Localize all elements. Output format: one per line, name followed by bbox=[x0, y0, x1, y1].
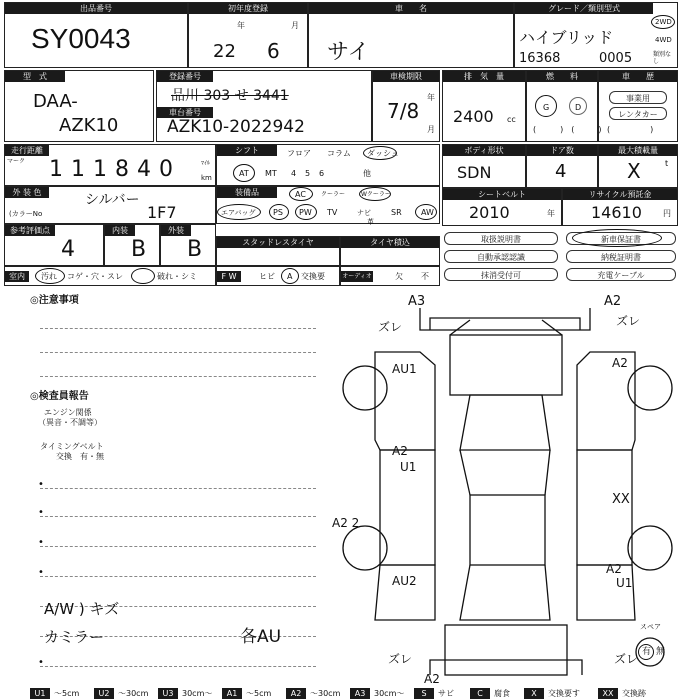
legend-value: 〜5cm bbox=[54, 689, 80, 698]
mileage-mark: マーク bbox=[7, 158, 26, 165]
ext-header: 外装 bbox=[161, 225, 191, 236]
fuel-g-circle bbox=[535, 95, 557, 117]
inspector-hw-1: A/W ) キズ bbox=[44, 600, 120, 618]
bullet: • bbox=[38, 657, 44, 668]
legend-value: サビ bbox=[438, 689, 454, 698]
interior-dirt-circle bbox=[35, 268, 65, 284]
fuel-paren: ( ) ( ) bbox=[533, 125, 602, 134]
engine-sub-label: （異音・不調等） bbox=[38, 418, 102, 427]
history-biz: 事業用 bbox=[609, 91, 667, 104]
dmg-au2: AU2 bbox=[392, 574, 417, 588]
notes-line-1 bbox=[40, 328, 316, 329]
fuel-cell bbox=[526, 70, 602, 142]
history-header: 車 歴 bbox=[599, 71, 677, 82]
seatbelt-value: 2010 bbox=[469, 203, 510, 222]
dmg-u1-b: U1 bbox=[616, 576, 633, 590]
doors-header: ドア数 bbox=[527, 145, 597, 156]
bullet: • bbox=[38, 567, 44, 578]
equip-airbag-circle bbox=[217, 204, 261, 220]
equip-leather: 革 bbox=[367, 218, 374, 226]
car-name-header: 車 名 bbox=[309, 3, 513, 14]
body-value: SDN bbox=[457, 163, 492, 182]
audio-row-label: オーディオ bbox=[342, 273, 372, 280]
year-label: 年 bbox=[237, 21, 245, 30]
lot-header: 出品番号 bbox=[5, 3, 187, 14]
model-cell bbox=[4, 70, 154, 142]
body-cell bbox=[442, 144, 526, 188]
fw-row bbox=[216, 266, 340, 286]
dmg-zure-br: ズレ bbox=[614, 652, 639, 666]
fuel-g: G bbox=[543, 103, 550, 112]
legend-key: U3 bbox=[158, 688, 178, 699]
exterior-header: 外 装 色 bbox=[5, 187, 49, 198]
car-name-value: サイ bbox=[327, 40, 370, 65]
inspector-line-2 bbox=[40, 516, 316, 517]
first-reg-month: 6 bbox=[267, 39, 280, 63]
legend-value: 〜30cm bbox=[118, 689, 149, 698]
history-paren: ( ) bbox=[607, 125, 654, 134]
legend-key: S bbox=[414, 688, 434, 699]
legend-bar bbox=[30, 688, 700, 700]
drive-2wd: 2WD bbox=[655, 18, 672, 26]
bullet: • bbox=[38, 537, 44, 548]
drive-2wd-circle bbox=[651, 15, 675, 29]
displacement-cell bbox=[442, 70, 526, 142]
doc-warranty-circle bbox=[572, 229, 662, 247]
inspection-month-label: 月 bbox=[427, 125, 435, 134]
legend-value: 〜30cm bbox=[310, 689, 341, 698]
shift-dash-circle bbox=[363, 146, 397, 160]
bullet: • bbox=[38, 479, 44, 490]
engine-label: エンジン関係 bbox=[44, 408, 92, 417]
studless-header: スタッドレスタイヤ bbox=[217, 237, 339, 248]
legend-value: 腐食 bbox=[494, 689, 510, 698]
first-reg-year: 22 bbox=[213, 41, 236, 62]
model-value-2: AZK10 bbox=[59, 115, 119, 136]
legend-key: U1 bbox=[30, 688, 50, 699]
dmg-zure-bl: ズレ bbox=[388, 652, 413, 666]
load-unit: t bbox=[665, 159, 669, 168]
month-label: 月 bbox=[291, 21, 299, 30]
car-name-cell bbox=[308, 2, 514, 68]
ext-value: B bbox=[187, 237, 203, 262]
audio-row bbox=[340, 266, 440, 286]
shift-other: 他 bbox=[363, 169, 371, 178]
inspector-line-7 bbox=[40, 666, 316, 667]
fw-a: A bbox=[287, 272, 293, 281]
history-rental: レンタカー bbox=[609, 107, 667, 120]
legend-key: A1 bbox=[222, 688, 242, 699]
inspector-header: ◎検査員報告 bbox=[30, 391, 89, 402]
equip-ac: AC bbox=[295, 190, 306, 199]
dmg-a2-bl: A2 bbox=[606, 562, 622, 576]
shift-5: 5 bbox=[305, 169, 311, 178]
audio-ng: 不 bbox=[421, 272, 429, 281]
inspector-hw-3: 各AU bbox=[240, 627, 282, 647]
legend-key: C bbox=[470, 688, 490, 699]
reg-no-header: 登録番号 bbox=[157, 71, 213, 82]
shift-dash: ダッシュ bbox=[367, 149, 399, 158]
doc-tax-cert: 納税証明書 bbox=[566, 250, 676, 263]
dmg-a3: A3 bbox=[408, 294, 426, 309]
type-none: 類別なし bbox=[653, 51, 672, 65]
fw-a-circle bbox=[281, 268, 299, 284]
reg-cell bbox=[156, 70, 372, 142]
equip-pw: PW bbox=[299, 208, 312, 217]
interior-row bbox=[4, 266, 216, 286]
equipment-cell bbox=[216, 186, 440, 224]
audio-missing: 欠 bbox=[395, 272, 403, 281]
first-reg-cell bbox=[188, 2, 308, 68]
legend-key: A2 bbox=[286, 688, 306, 699]
equip-nav: ナビ bbox=[357, 209, 371, 217]
int-cell bbox=[104, 224, 160, 266]
dmg-a2-l: A2 bbox=[392, 444, 408, 458]
equip-aw-circle bbox=[415, 204, 437, 220]
dmg-a2-r: A2 bbox=[612, 356, 628, 370]
legend-key: U2 bbox=[94, 688, 114, 699]
legend-value: 30cm〜 bbox=[182, 689, 213, 698]
load-header: 最大積載量 bbox=[599, 145, 677, 156]
interior-dirt: 汚れ bbox=[41, 272, 57, 281]
doc-warranty-new: 新車保証書 bbox=[566, 232, 676, 245]
body-header: ボディ形状 bbox=[443, 145, 525, 156]
exterior-code-label: (カラーNo bbox=[9, 210, 43, 218]
reg-no-value: 品川 303 せ 3441 bbox=[171, 88, 289, 104]
fuel-header: 燃 料 bbox=[527, 71, 597, 82]
spare-yes: 有 bbox=[642, 647, 652, 657]
load-cell bbox=[598, 144, 678, 188]
shift-6: 6 bbox=[319, 169, 325, 178]
legend-key: XX bbox=[598, 688, 618, 699]
inspector-hw-2: カミラー bbox=[44, 628, 105, 646]
ext-cell bbox=[160, 224, 216, 266]
doc-self-approval: 自動承認認識 bbox=[444, 250, 558, 263]
dmg-zure-tl: ズレ bbox=[378, 320, 403, 334]
dmg-a2-bottom: A2 bbox=[424, 672, 440, 686]
mileage-cell bbox=[4, 144, 216, 186]
equip-pw-circle bbox=[295, 204, 317, 220]
doors-cell bbox=[526, 144, 598, 188]
shift-at: AT bbox=[239, 169, 249, 178]
inspection-header: 車検期限 bbox=[373, 71, 439, 82]
bullet: • bbox=[38, 507, 44, 518]
legend-key: X bbox=[524, 688, 544, 699]
equip-wcooler: Wクーラー bbox=[361, 191, 391, 198]
inspector-line-3 bbox=[40, 546, 316, 547]
load-value: X bbox=[627, 159, 641, 183]
displacement-unit: cc bbox=[507, 115, 516, 124]
recycle-unit: 円 bbox=[663, 209, 671, 218]
first-reg-header: 初年度登録 bbox=[189, 3, 307, 14]
shift-mt: MT bbox=[265, 169, 277, 178]
lot-number: SY0043 bbox=[31, 23, 131, 54]
dmg-au1: AU1 bbox=[392, 362, 417, 376]
inspection-cell bbox=[372, 70, 440, 142]
history-cell bbox=[598, 70, 678, 142]
recycle-cell bbox=[562, 188, 678, 226]
timing-label: タイミングベルト bbox=[40, 442, 104, 451]
inspector-line-1 bbox=[40, 488, 316, 489]
chassis-value: AZK10-2022942 bbox=[167, 117, 305, 137]
int-header: 内装 bbox=[105, 225, 135, 236]
spare-label: スペア bbox=[640, 623, 661, 631]
equip-aw: AW bbox=[421, 208, 434, 217]
score-value: 4 bbox=[61, 237, 75, 262]
grade-code-1: 16368 bbox=[519, 51, 561, 66]
studless-cell bbox=[216, 236, 340, 266]
equip-sr: SR bbox=[391, 208, 402, 217]
equip-ps: PS bbox=[273, 208, 283, 217]
equip-tv: TV bbox=[327, 208, 338, 217]
recycle-value: 14610 bbox=[591, 203, 642, 222]
inspector-line-4 bbox=[40, 576, 316, 577]
fw-row-label: F W bbox=[217, 271, 241, 282]
spare-no: 無 bbox=[656, 647, 666, 657]
score-header: 参考評価点 bbox=[5, 225, 55, 236]
drive-4wd: 4WD bbox=[655, 36, 672, 44]
dmg-a2-top: A2 bbox=[604, 294, 622, 309]
chassis-header: 車台番号 bbox=[157, 107, 213, 118]
interior-burn-circle bbox=[131, 268, 155, 284]
int-value: B bbox=[131, 237, 147, 262]
equip-ac-circle bbox=[289, 187, 313, 201]
notes-header: ◎注意事項 bbox=[30, 295, 79, 306]
mileage-unit: km bbox=[201, 174, 212, 182]
legend-value: 〜5cm bbox=[246, 689, 272, 698]
legend-value: 交換要す bbox=[548, 689, 580, 698]
exterior-value: シルバー bbox=[85, 192, 140, 208]
recycle-header: リサイクル預託金 bbox=[563, 189, 677, 200]
dmg-zure-tr: ズレ bbox=[616, 314, 641, 328]
grade-cell bbox=[514, 2, 678, 68]
grade-header: グレード／類別型式 bbox=[515, 3, 653, 14]
interior-row-label: 室内 bbox=[5, 271, 29, 282]
equip-wcooler-circle bbox=[359, 187, 391, 201]
notes-line-3 bbox=[40, 376, 316, 377]
doc-manual: 取扱説明書 bbox=[444, 232, 558, 245]
displacement-value: 2400 bbox=[453, 107, 494, 126]
model-header: 型 式 bbox=[5, 71, 65, 82]
inspection-value: 7/8 bbox=[387, 99, 420, 123]
legend-key: A3 bbox=[350, 688, 370, 699]
shift-at-circle bbox=[233, 164, 255, 182]
seatbelt-cell bbox=[442, 188, 562, 226]
seatbelt-header: シートベルト bbox=[443, 189, 561, 200]
tire-load-header: タイヤ積込 bbox=[341, 237, 439, 248]
equip-airbag: エアバッグ bbox=[221, 209, 256, 217]
fuel-d-ring bbox=[569, 97, 587, 115]
score-cell bbox=[4, 224, 104, 266]
interior-burn: コゲ・穴・スレ bbox=[67, 272, 123, 281]
legend-value: 交換跡 bbox=[622, 689, 646, 698]
dmg-xx: XX bbox=[612, 492, 630, 507]
doc-cancel: 抹消受付可 bbox=[444, 268, 558, 281]
shift-4: 4 bbox=[291, 169, 297, 178]
mileage-note: ﾏｲﾙ bbox=[201, 160, 211, 167]
dmg-a2-side: A2 2 bbox=[332, 516, 360, 530]
exchange-label: 交換 有・無 bbox=[56, 452, 104, 461]
exterior-code: 1F7 bbox=[147, 203, 177, 222]
legend-value: 30cm〜 bbox=[374, 689, 405, 698]
model-value-1: DAA- bbox=[33, 91, 78, 112]
notes-line-2 bbox=[40, 352, 316, 353]
spare-yes-circle bbox=[638, 644, 654, 660]
grade-value: ハイブリッド bbox=[519, 28, 614, 47]
fw-replace: 交換要 bbox=[301, 272, 325, 281]
doc-charger: 充電ケーブル bbox=[566, 268, 676, 281]
equipment-header: 装備品 bbox=[217, 187, 277, 198]
equip-ps-circle bbox=[269, 204, 289, 220]
displacement-header: 排 気 量 bbox=[443, 71, 525, 82]
grade-code-2: 0005 bbox=[599, 51, 633, 66]
dmg-u1: U1 bbox=[400, 460, 417, 474]
seatbelt-unit: 年 bbox=[547, 209, 555, 218]
fw-crack: ヒビ bbox=[259, 272, 275, 281]
interior-tear: 破れ・シミ bbox=[157, 272, 197, 281]
shift-header: シフト bbox=[217, 145, 277, 156]
fuel-d: D bbox=[575, 103, 582, 112]
exterior-cell bbox=[4, 186, 216, 224]
mileage-value: 111840 bbox=[49, 157, 181, 182]
shift-cell bbox=[216, 144, 440, 186]
tire-load-cell bbox=[340, 236, 440, 266]
doors-value: 4 bbox=[555, 161, 567, 182]
inspection-year-label: 年 bbox=[427, 93, 435, 102]
shift-column: コラム bbox=[327, 149, 351, 158]
mileage-header: 走行距離 bbox=[5, 145, 49, 156]
shift-floor: フロア bbox=[287, 149, 311, 158]
equip-cooler: クーラー bbox=[321, 191, 346, 198]
lot-cell bbox=[4, 2, 188, 68]
